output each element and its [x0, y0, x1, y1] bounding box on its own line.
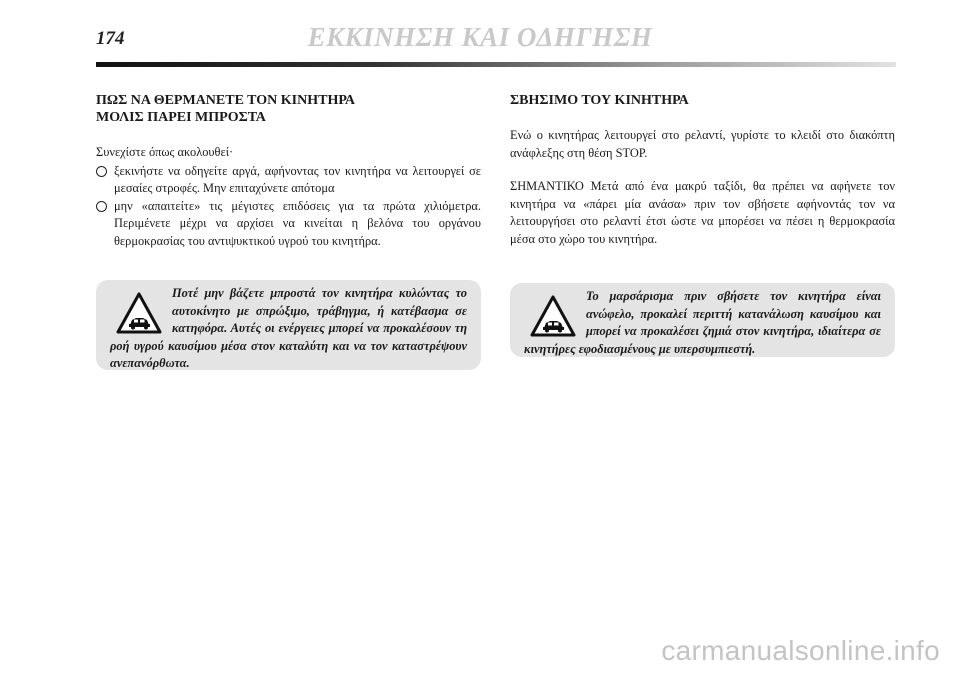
list-item [96, 163, 481, 198]
watermark: carmanualsonline.info [661, 635, 940, 666]
heading-line-2: ΜΟΛΙΣ ΠΑΡΕΙ ΜΠΡΟΣΤΑ [96, 110, 266, 125]
circle-bullet-icon [96, 166, 107, 177]
paragraph-important: ΣΗΜΑΝΤΙΚΟ Μετά από ένα μακρύ ταξίδι, θα πρέπει να αφήνετε τον κινητήρα να «πάρει μία ανάσα» πριν τον σβήσετε αφήνοντάς τον να λειτουργήσει στο ρελαντί έτσι ώστε να μπορέσει να πέσει η θερμοκρασία μέσα στο χώρο του κινητήρα. [510, 179, 895, 246]
right-column [510, 92, 895, 248]
circle-bullet-icon [96, 201, 107, 212]
section-heading-warmup [96, 92, 481, 126]
intro-text: Συνεχίστε όπως ακολουθεί· [96, 145, 234, 159]
chapter-title: ΕΚΚΙΝΗΣΗ ΚΑΙ ΟΔΗΓΗΣΗ [307, 22, 653, 52]
heading-line-1: ΠΩΣ ΝΑ ΘΕΡΜΑΝΕΤΕ ΤΟΝ ΚΙΝΗΤΗΡΑ [96, 93, 355, 108]
section-heading-shutdown: ΣΒΗΣΙΜΟ ΤΟΥ ΚΙΝΗΤΗΡΑ [510, 93, 689, 108]
warning-text: Ποτέ μην βάζετε μπροστά τον κινητήρα κυλώντας το αυτοκίνητο με σπρώξιμο, τράβηγμα, ή κατέβασμα σε κατηφόρα. Αυτές οι ενέργειες μπορεί να προκαλέσουν τη ροή υγρού καυσίμου μέσα στον καταλύτη και να τον καταστρέψουν ανεπανόρθωτα. [110, 286, 467, 370]
warning-text: Το μαρσάρισμα πριν σβήσετε τον κινητήρα είναι ανώφελο, προκαλεί περιττή κατανάλωση καυσίμου και μπορεί να προκαλέσει ζημιά στον κινητήρα, ιδιαίτερα σε κινητήρες εφοδιασμένους με υπερσυμπιεστή. [524, 289, 881, 356]
spacer [510, 162, 895, 178]
list-item [96, 198, 481, 251]
list-item-text: ξεκινήστε να οδηγείτε αργά, αφήνοντας τον κινητήρα να λειτουργεί σε μεσαίες στροφές. Μην επιταχύνετε απότομα [114, 163, 481, 195]
bullet-list [96, 163, 481, 251]
header-rule [96, 62, 896, 67]
warning-box-push-start [96, 280, 481, 370]
list-item-text: μην «απαιτείτε» τις μέγιστες επιδόσεις για τα πρώτα χιλιόμετρα. Περιμένετε μέχρι να αρχίσει να κινείται η βελόνα του οργάνου θερμοκρασίας του αντιψυκτικού υγρού του κινητήρα. [114, 198, 481, 248]
paragraph-stop: Ενώ ο κινητήρας λειτουργεί στο ρελαντί, γυρίστε το κλειδί στο διακόπτη ανάφλεξης στη θέση STOP. [510, 128, 895, 160]
page-number: 174 [96, 28, 125, 49]
warning-triangle-car-icon [116, 292, 162, 334]
warning-triangle-car-icon [530, 295, 576, 337]
left-column [96, 92, 481, 250]
warning-box-revving [510, 283, 895, 357]
